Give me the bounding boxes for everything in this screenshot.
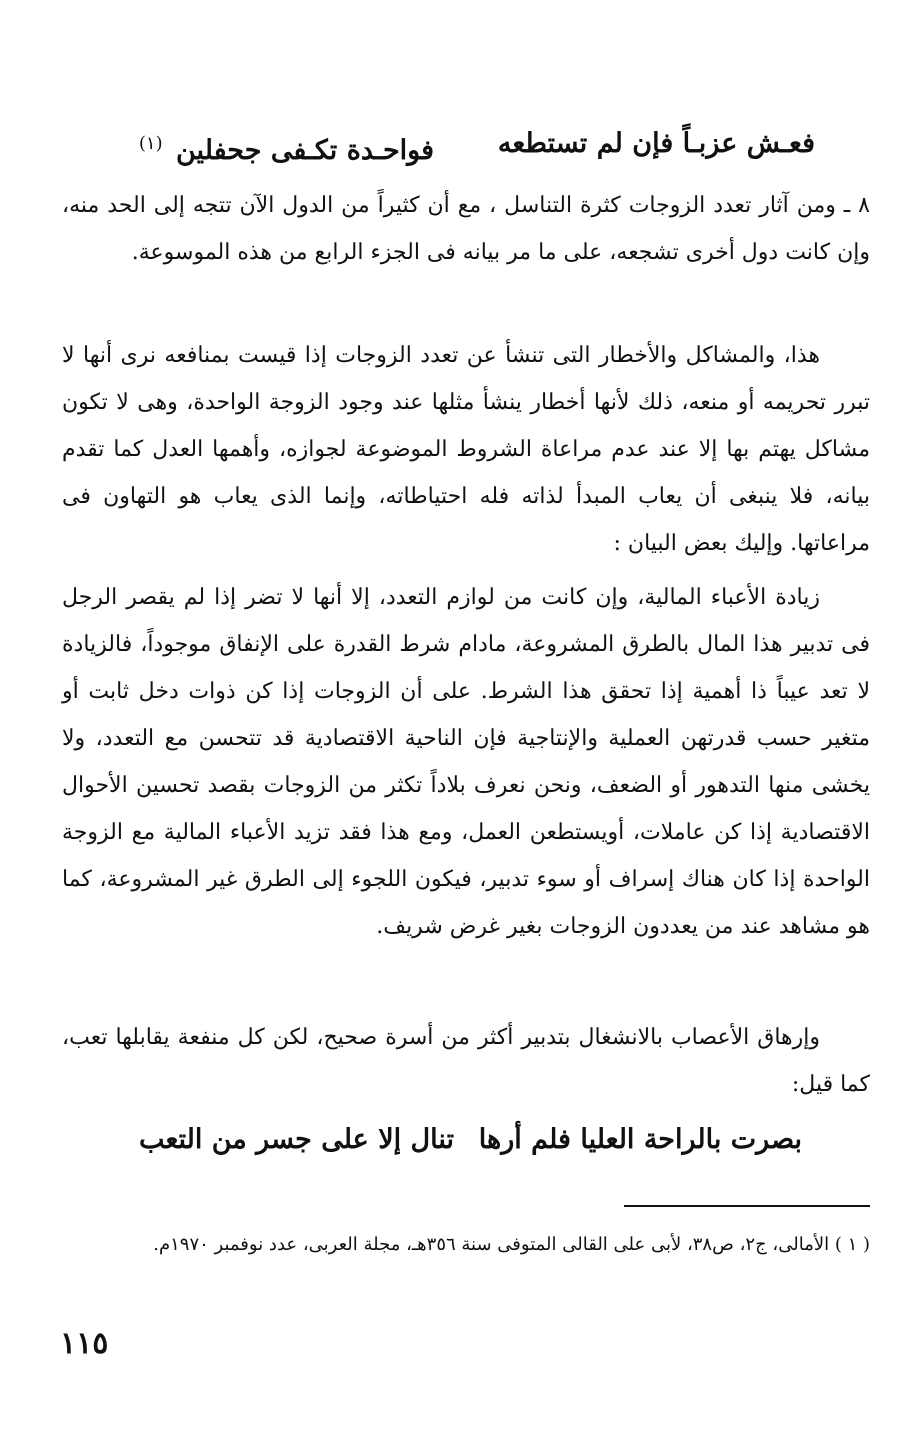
paragraph-2: [62, 332, 870, 567]
paragraph-3: [62, 574, 870, 950]
page-number: ١١٥: [60, 1326, 109, 1361]
paragraph-text: هذا، والمشاكل والأخطار التى تنشأ عن تعدد الزوجات إذا قيست بمنافعه نرى أنها لا تبرر تحريمه أو منعه، ذلك لأنها أخطار ينشأ مثلها عند وجود الزوجة الواحدة، وهى لا تكون مشاكل يهتم بها إلا عند عدم مراعاة الشروط الموضوعة لجوازه، وأهمها العدل كما تقدم بيانه، فلا ينبغى أن يعاب المبدأ لذاته فله احتياطاته، وإنما الذى يعاب هو التهاون فى مراعاتها. وإليك بعض البيان :: [62, 343, 870, 556]
paragraph-4: [62, 1014, 870, 1108]
paragraph-text: ٨ ـ ومن آثار تعدد الزوجات كثرة التناسل ، مع أن كثيراً من الدول الآن تتجه إلى الحد منه، وإن كانت دول أخرى تشجعه، على ما مر بيانه فى الجزء الرابع من هذه الموسوعة.: [62, 193, 870, 265]
footnote-divider: [624, 1205, 870, 1207]
verse-bottom: [0, 1120, 897, 1160]
paragraph-text: وإرهاق الأعصاب بالانشغال بتدبير أكثر من أسرة صحيح، لكن كل منفعة يقابلها تعب، كما قيل:: [62, 1025, 870, 1097]
footnote-text: ( ١ ) الأمالى، ج٢، ص٣٨، لأبى على القالى المتوفى سنة ٣٥٦هـ، مجلة العربى، عدد نوفمبر ١٩٧٠م.: [153, 1234, 870, 1255]
verse-bottom-first-hemistich: بصرت بالراحة العليا فلم أرها: [478, 1124, 802, 1155]
verse-bottom-second-hemistich: تنال إلا على جسر من التعب: [138, 1124, 454, 1155]
verse-top: [0, 124, 897, 164]
footnote-marker: (١): [138, 133, 163, 154]
verse-top-second-hemistich: [139, 124, 434, 171]
paragraph-text: زيادة الأعباء المالية، وإن كانت من لوازم التعدد، إلا أنها لا تضر إذا لم يقصر الرجل فى تدبير هذا المال بالطرق المشروعة، مادام شرط القدرة على الإنفاق موجوداً، فالزيادة لا تعد عيباً ذا أهمية إذا تحقق هذا الشرط. على أن الزوجات إذا كن ذوات دخل ثابت أو متغير حسب قدرتهن العملية والإنتاجية فإن الناحية الاقتصادية قد تتحسن مع التعدد، ولا يخشى منها التدهور أو الضعف، ونحن نعرف بلاداً تكثر من الزوجات بقصد تحسين الأحوال الاقتصادية إذا كن عاملات، أويستطعن العمل، ومع هذا فقد تزيد الأعباء المالية مع الزوجة الواحدة إذا كان هناك إسراف أو سوء تدبير، فيكون اللجوء إلى الطرق غير المشروعة، كما هو مشاهد عند من يعددون الزوجات بغير غرض شريف.: [62, 585, 870, 939]
footnote: [62, 1228, 870, 1262]
paragraph-1: [62, 182, 870, 276]
verse-top-first-hemistich: فعـش عزبـاً فإن لم تستطعه: [497, 128, 815, 159]
verse-top-second-text: فواحـدة تكـفى جحفلين: [176, 135, 434, 166]
